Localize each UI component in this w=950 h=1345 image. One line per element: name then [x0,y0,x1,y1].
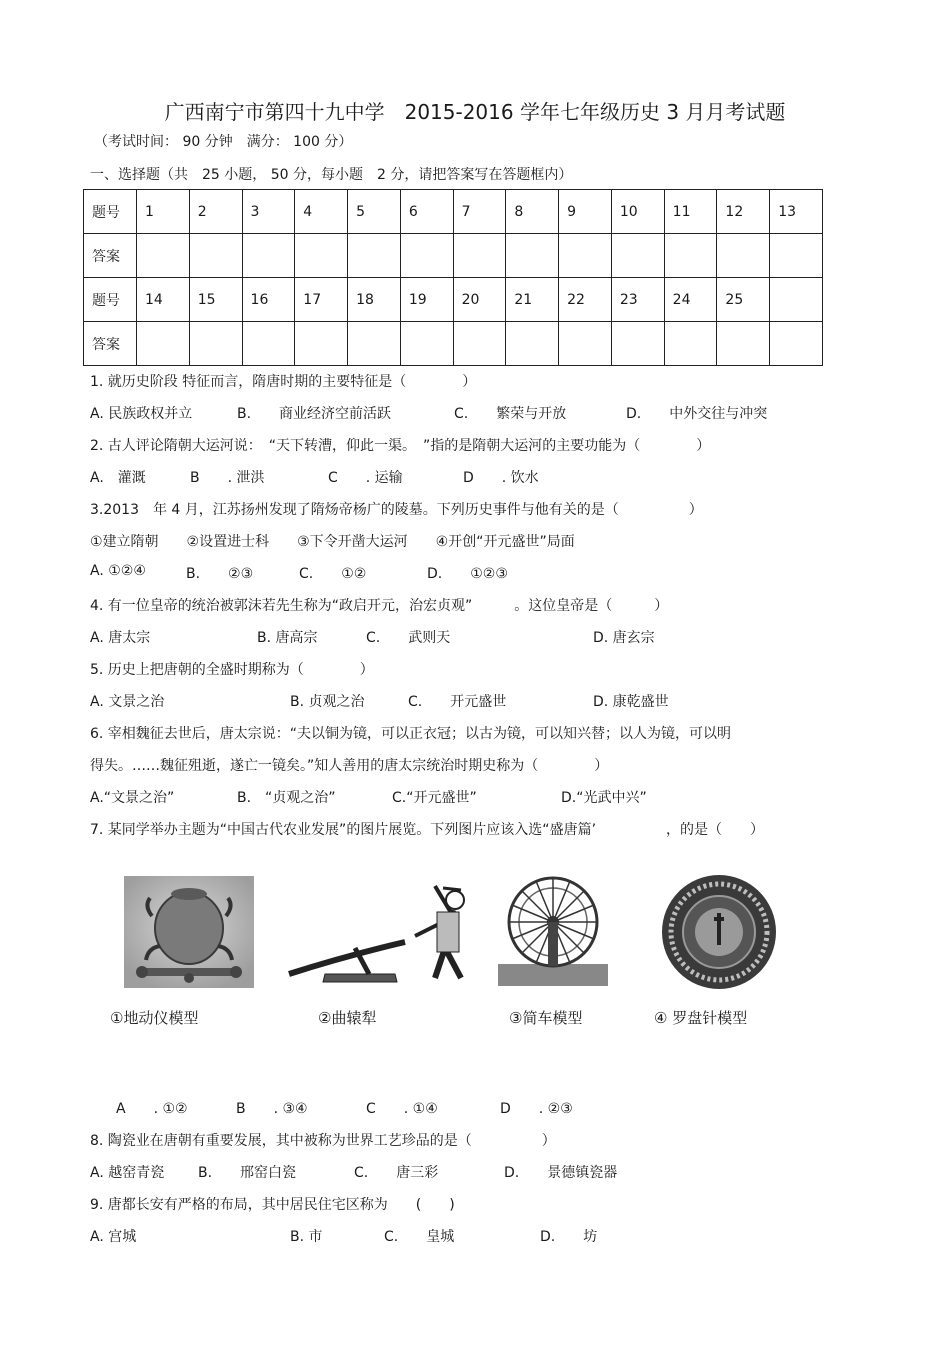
page-title: 广西南宁市第四十九中学 2015-2016 学年七年级历史 3 月月考试题 [164,100,786,124]
table-cell: 20 [453,278,506,322]
table-cell: 14 [137,278,190,322]
option-a[interactable]: A. 唐太宗 [90,630,151,646]
option-b[interactable]: B. 唐高宗 [257,630,318,646]
option-c[interactable]: C. 唐三彩 [354,1165,439,1181]
exam-info: （考试时间： 90 分钟 满分： 100 分） [94,134,353,150]
table-cell: 18 [348,278,401,322]
option-d[interactable]: D. 坊 [540,1229,598,1245]
option-c[interactable]: C. 皇城 [384,1229,455,1245]
table-cell: 题号 [84,278,137,322]
table-cell: 25 [717,278,770,322]
answer-cell[interactable] [189,322,242,366]
option-c[interactable]: C. 开元盛世 [408,694,507,710]
answer-cell[interactable] [506,322,559,366]
section-heading: 一、选择题（共 25 小题， 50 分，每小题 2 分，请把答案写在答题框内） [90,167,573,183]
answer-table [83,189,823,366]
question-stem: 3.2013 年 4 月，江苏扬州发现了隋炀帝杨广的陵墓。下列历史事件与他有关的是（ ） [90,502,703,518]
table-cell: 19 [400,278,453,322]
answer-cell[interactable] [137,322,190,366]
option-a[interactable]: A. 宫城 [90,1229,137,1245]
question-stem: 5. 历史上把唐朝的全盛时期称为（ ） [90,662,374,678]
option-d[interactable]: D.“光武中兴” [561,790,647,806]
question-stem: 2. 古人评论隋朝大运河说： “天下转漕，仰此一渠。 ”指的是隋朝大运河的主要功能为（ ） [90,438,711,454]
table-cell: 7 [453,190,506,234]
option-d[interactable]: D . 饮水 [463,470,539,486]
table-row [84,190,823,234]
option-c[interactable]: C. 武则天 [366,630,451,646]
seismograph-image [124,876,254,988]
question-stem: 1. 就历史阶段 特征而言，隋唐时期的主要特征是（ ） [90,374,477,390]
answer-cell[interactable] [559,234,612,278]
answer-cell[interactable] [295,234,348,278]
answer-cell[interactable] [137,234,190,278]
option-d[interactable]: D. 景德镇瓷器 [504,1165,618,1181]
answer-cell[interactable] [506,234,559,278]
option-b[interactable]: B. 邢窑白瓷 [198,1165,297,1181]
option-b[interactable]: B. ②③ [186,566,254,582]
option-d[interactable]: D. 中外交往与冲突 [626,406,768,422]
answer-cell[interactable] [611,234,664,278]
option-a[interactable]: A . ①② [116,1101,188,1117]
answer-cell[interactable] [400,322,453,366]
answer-cell[interactable] [717,234,770,278]
option-b[interactable]: B. 商业经济空前活跃 [237,406,392,422]
option-b[interactable]: B. 贞观之治 [290,694,365,710]
answer-cell[interactable] [453,322,506,366]
table-cell [770,278,823,322]
question-stem-cont: 得失。……魏征殂逝，遂亡一镜矣。”知人善用的唐太宗统治时期史称为（ ） [90,758,609,774]
table-cell: 8 [506,190,559,234]
table-cell: 6 [400,190,453,234]
option-c[interactable]: C . ①④ [366,1101,438,1117]
table-cell: 16 [242,278,295,322]
answer-cell[interactable] [295,322,348,366]
answer-cell[interactable] [664,322,717,366]
option-b[interactable]: B . ③④ [236,1101,308,1117]
answer-cell[interactable] [770,234,823,278]
option-c[interactable]: C.“开元盛世” [392,790,477,806]
table-cell: 9 [559,190,612,234]
answer-cell[interactable] [770,322,823,366]
question-stem: 6. 宰相魏征去世后，唐太宗说：“夫以铜为镜，可以正衣冠；以古为镜，可以知兴替；以人为镜，可以明 [90,726,732,742]
answer-cell[interactable] [348,234,401,278]
answer-cell[interactable] [559,322,612,366]
question-stem: 8. 陶瓷业在唐朝有重要发展，其中被称为世界工艺珍品的是（ ） [90,1133,556,1149]
table-cell: 12 [717,190,770,234]
curved-plough-image [285,878,485,988]
table-cell: 4 [295,190,348,234]
question-stem: 4. 有一位皇帝的统治被郭沫若先生称为“政启开元，治宏贞观” 。这位皇帝是（ ） [90,598,669,614]
answer-cell[interactable] [348,322,401,366]
option-d[interactable]: D . ②③ [500,1101,573,1117]
option-c[interactable]: C. 繁荣与开放 [454,406,567,422]
option-a[interactable]: A. 文景之治 [90,694,165,710]
figure-caption: ③简车模型 [509,1009,583,1027]
water-wheel-image [498,872,608,986]
figure-caption: ④ 罗盘针模型 [654,1009,748,1027]
question-stem: 9. 唐都长安有严格的布局，其中居民住宅区称为 ( ) [90,1197,455,1213]
answer-cell[interactable] [717,322,770,366]
table-cell: 题号 [84,190,137,234]
option-a[interactable]: A. 越窑青瓷 [90,1165,165,1181]
compass-image [660,873,778,991]
table-cell: 10 [611,190,664,234]
option-b[interactable]: B . 泄洪 [190,470,265,486]
option-a[interactable]: A. 民族政权并立 [90,406,193,422]
answer-cell[interactable] [611,322,664,366]
option-d[interactable]: D. 唐玄宗 [593,630,655,646]
answer-cell[interactable] [189,234,242,278]
option-a[interactable]: A.“文景之治” [90,790,175,806]
table-cell: 15 [189,278,242,322]
table-cell: 答案 [84,322,137,366]
option-c[interactable]: C. ①② [299,566,367,582]
table-row [84,278,823,322]
table-row [84,322,823,366]
answer-cell[interactable] [242,322,295,366]
option-c[interactable]: C . 运输 [328,470,403,486]
table-cell: 24 [664,278,717,322]
table-row [84,234,823,278]
figure-caption: ②曲辕犁 [318,1009,377,1027]
table-cell: 1 [137,190,190,234]
answer-cell[interactable] [453,234,506,278]
question-stem: 7. 某同学举办主题为“中国古代农业发展”的图片展览。下列图片应该入选“盛唐篇’ ，的是（ ） [90,822,765,838]
option-d[interactable]: D. ①②③ [427,566,508,582]
figure-caption: ①地动仪模型 [110,1009,199,1027]
option-b[interactable]: B. 市 [290,1229,323,1245]
table-cell: 5 [348,190,401,234]
table-cell: 3 [242,190,295,234]
table-cell: 11 [664,190,717,234]
option-b[interactable]: B. “贞观之治” [237,790,336,806]
option-a[interactable]: A. ①②④ [90,563,146,579]
answer-cell[interactable] [242,234,295,278]
answer-cell[interactable] [400,234,453,278]
option-a[interactable]: A. 灌溉 [90,470,146,486]
question-extra: ①建立隋朝 ②设置进士科 ③下令开凿大运河 ④开创“开元盛世”局面 [90,534,575,550]
table-cell: 17 [295,278,348,322]
table-cell: 答案 [84,234,137,278]
table-cell: 13 [770,190,823,234]
table-cell: 21 [506,278,559,322]
table-cell: 22 [559,278,612,322]
option-d[interactable]: D. 康乾盛世 [593,694,669,710]
table-cell: 2 [189,190,242,234]
table-cell: 23 [611,278,664,322]
answer-cell[interactable] [664,234,717,278]
